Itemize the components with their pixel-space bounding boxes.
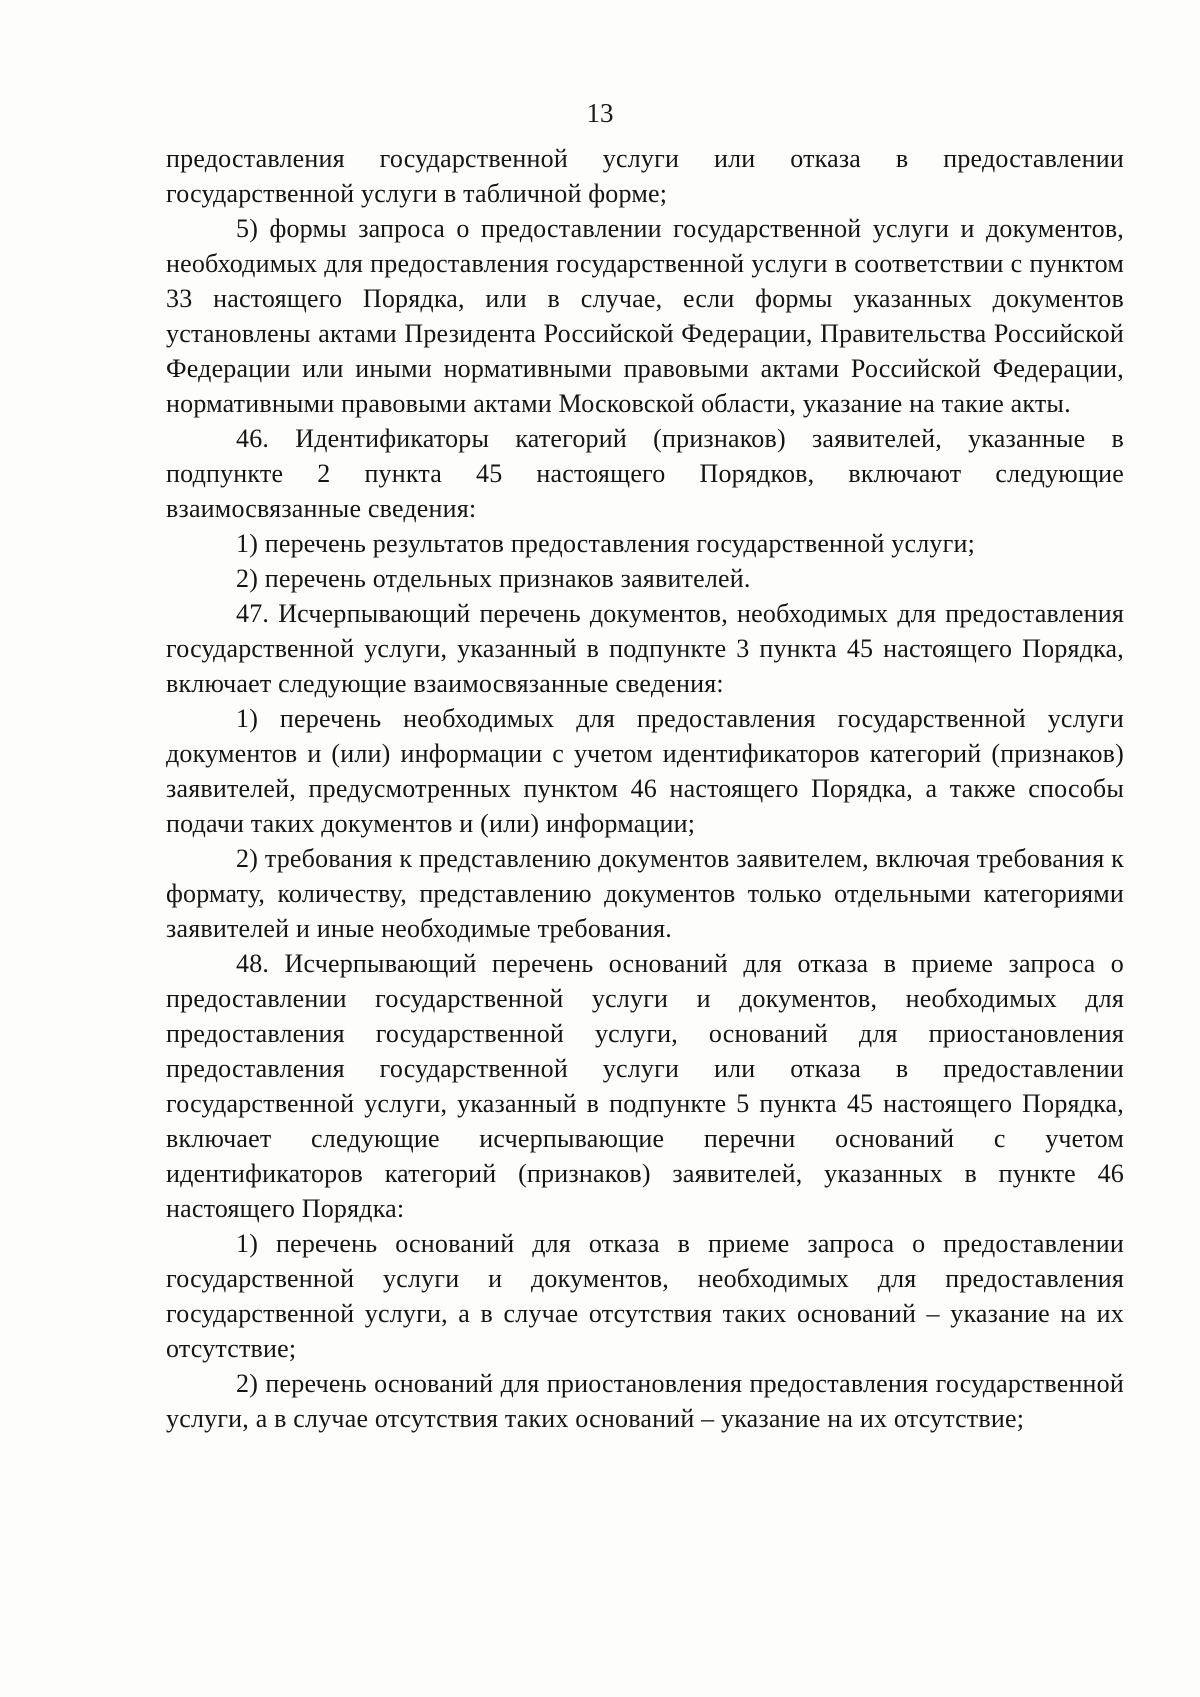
page-number: 13	[586, 98, 614, 128]
paragraph-48-item-2: 2) перечень оснований для приостановления предоставления государственной услуги, а в случае отсутствия таких оснований – указание на их отсутствие;	[166, 1369, 1124, 1433]
document-body	[166, 141, 1124, 1436]
paragraph-46: 46. Идентификаторы категорий (признаков) заявителей, указанные в подпункте 2 пункта 45 настоящего Порядков, включают следующие взаимосвязанные сведения:	[166, 424, 1124, 523]
paragraph-item-5: 5) формы запроса о предоставлении государственной услуги и документов, необходимых для предоставления государственной услуги в соответствии с пунктом 33 настоящего Порядка, или в случае, если формы указанных документов установлены актами Президента Российской Федерации, Правительства Российской Федерации или иными нормативными правовыми актами Российской Федерации, нормативными правовыми актами Московской области, указание на такие акты.	[166, 214, 1124, 418]
paragraph-47-item-2: 2) требования к представлению документов заявителем, включая требования к формату, количеству, представлению документов только отдельными категориями заявителей и иные необходимые требования.	[166, 844, 1124, 943]
paragraph-continuation: предоставления государственной услуги или отказа в предоставлении государственной услуги в табличной форме;	[166, 144, 1124, 208]
paragraph-48-item-1: 1) перечень оснований для отказа в приеме запроса о предоставлении государственной услуги и документов, необходимых для предоставления государственной услуги, а в случае отсутствия таких оснований – указание на их отсутствие;	[166, 1229, 1124, 1363]
paragraph-48: 48. Исчерпывающий перечень оснований для отказа в приеме запроса о предоставлении государственной услуги и документов, необходимых для предоставления государственной услуги, оснований для приостановления предоставления государственной услуги или отказа в предоставлении государственной услуги, указанный в подпункте 5 пункта 45 настоящего Порядка, включает следующие исчерпывающие перечни оснований с учетом идентификаторов категорий (признаков) заявителей, указанных в пункте 46 настоящего Порядка:	[166, 949, 1124, 1223]
paragraph-46-item-2: 2) перечень отдельных признаков заявителей.	[236, 564, 751, 593]
paragraph-47: 47. Исчерпывающий перечень документов, необходимых для предоставления государственной услуги, указанный в подпункте 3 пункта 45 настоящего Порядка, включает следующие взаимосвязанные сведения:	[166, 599, 1124, 698]
paragraph-46-item-1: 1) перечень результатов предоставления государственной услуги;	[236, 529, 976, 558]
paragraph-47-item-1: 1) перечень необходимых для предоставления государственной услуги документов и (или) информации с учетом идентификаторов категорий (признаков) заявителей, предусмотренных пунктом 46 настоящего Порядка, а также способы подачи таких документов и (или) информации;	[166, 704, 1124, 838]
